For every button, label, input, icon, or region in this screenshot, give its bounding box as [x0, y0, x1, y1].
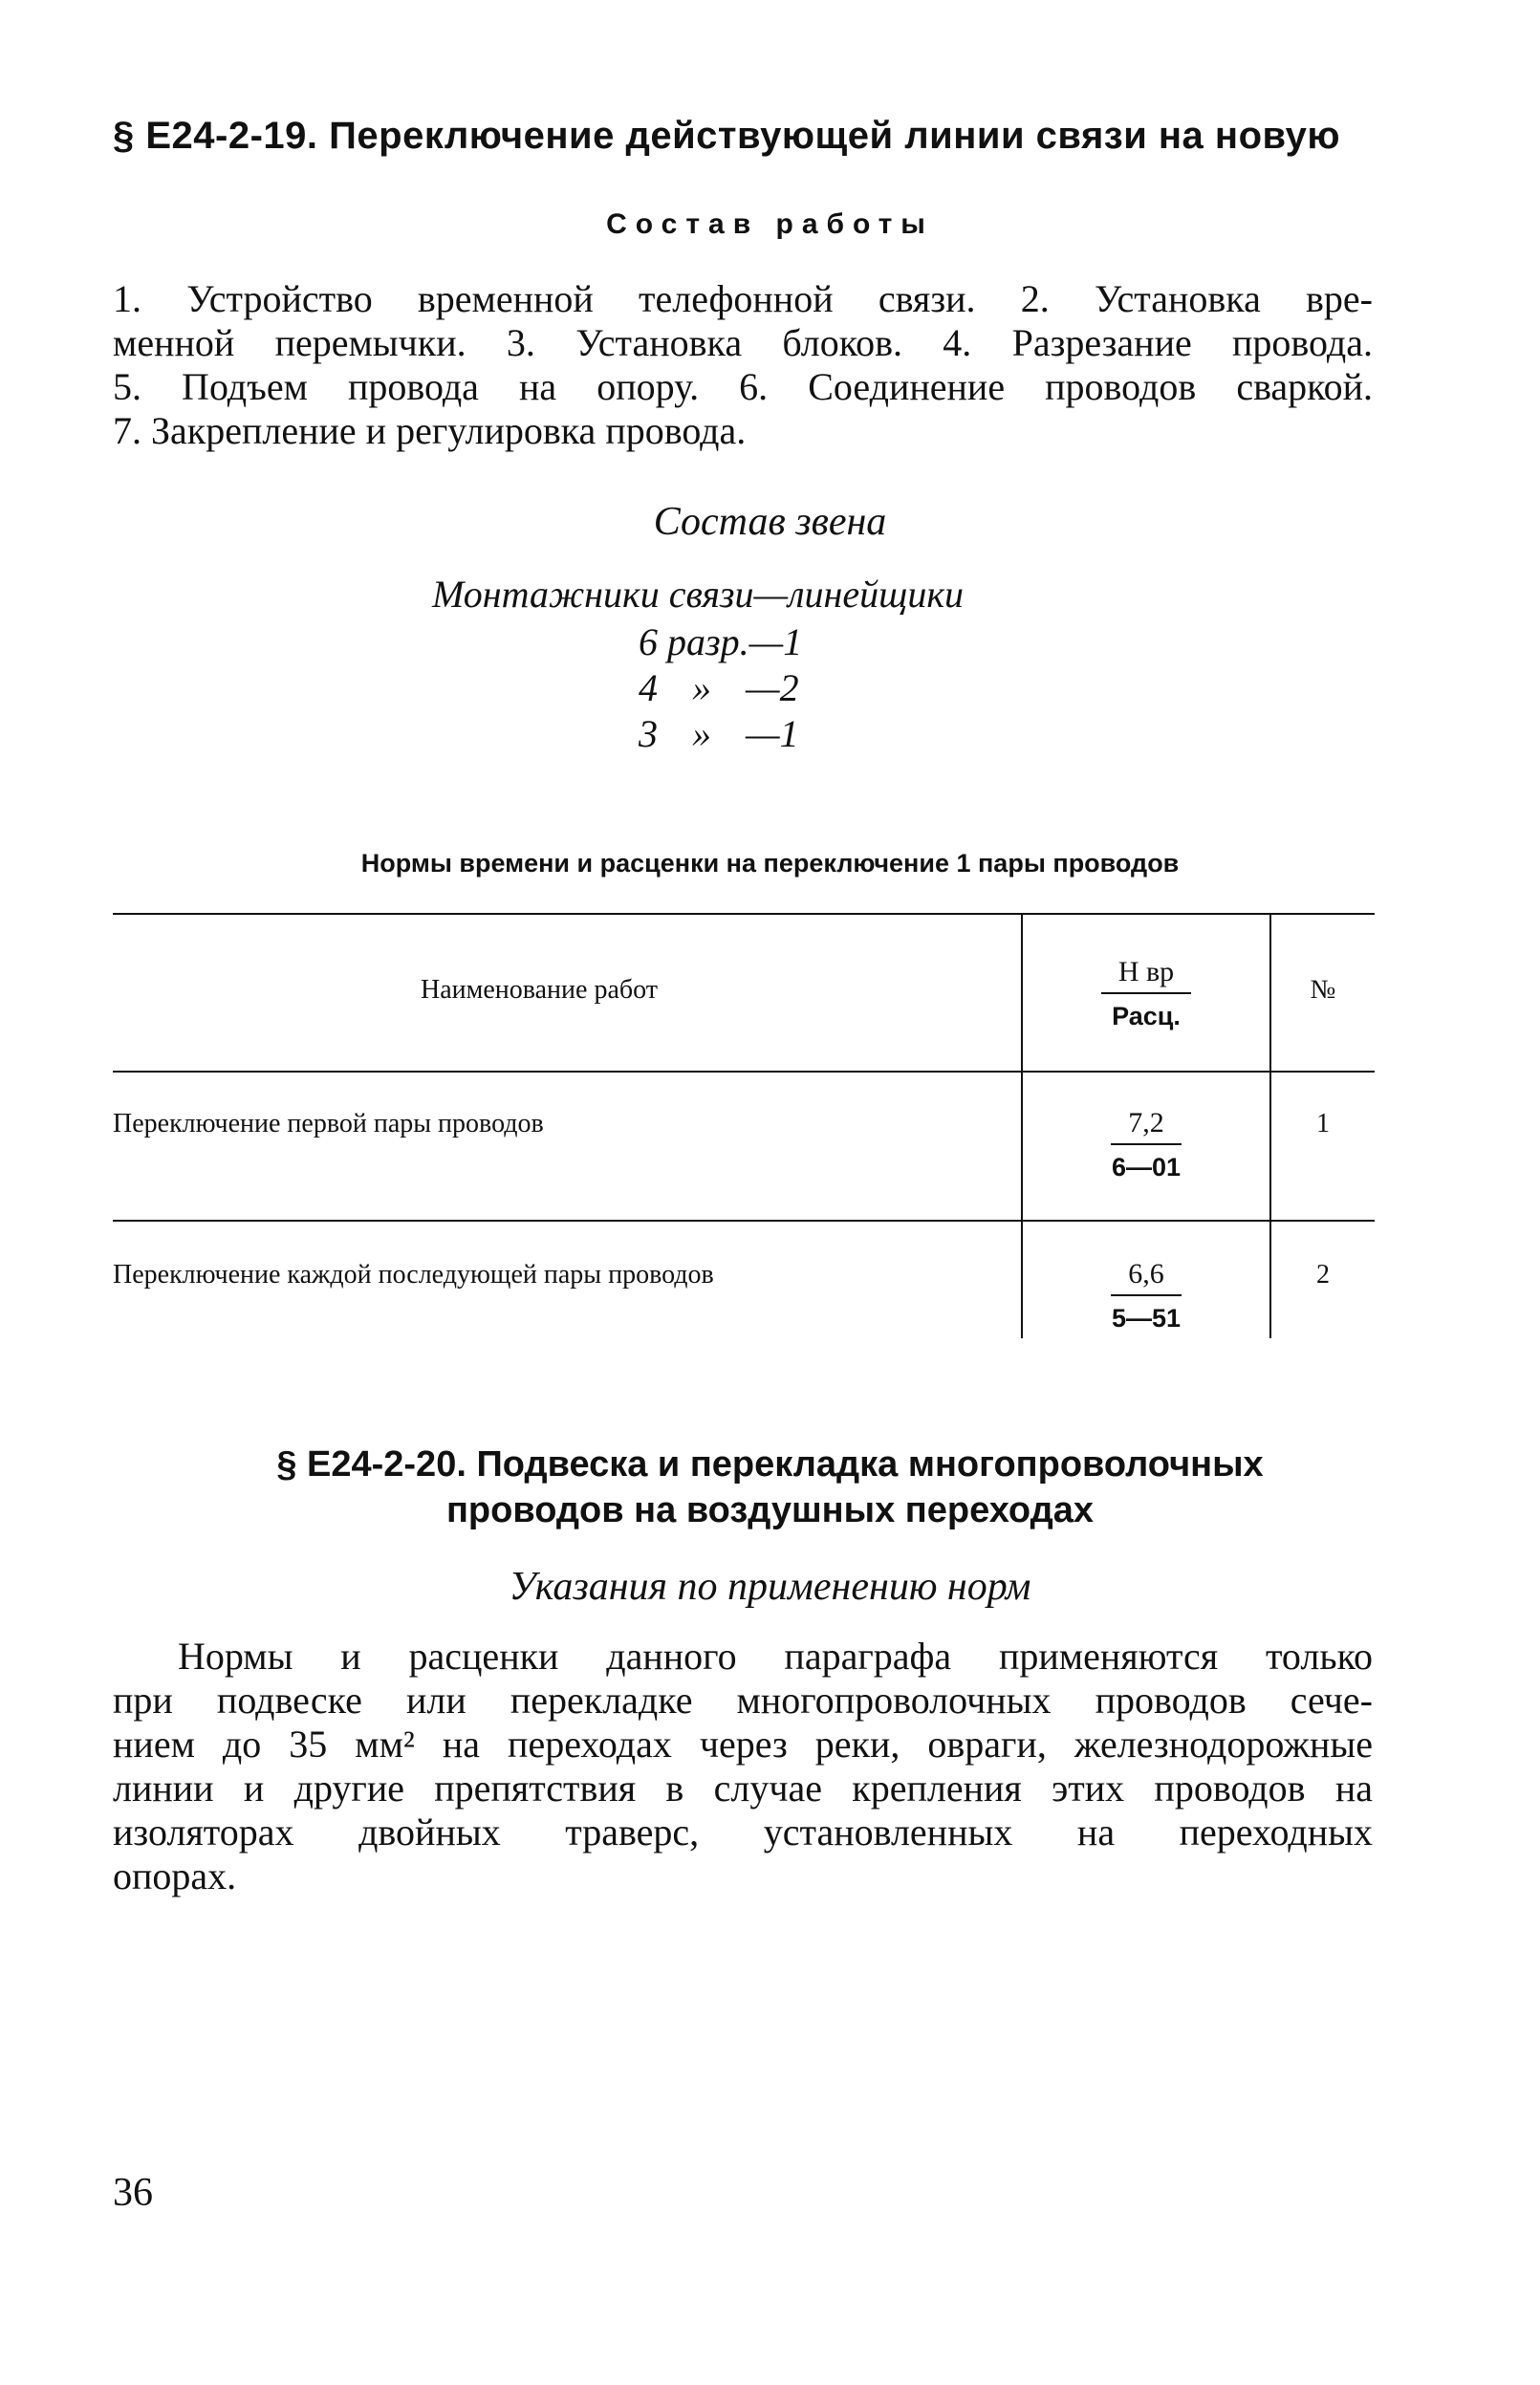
row-rate: 5—51 — [1111, 1304, 1182, 1333]
header-work-name: Наименование работ — [421, 975, 658, 1005]
row-work-name: Переключение первой пары проводов — [113, 1109, 544, 1138]
body-line: Нормы и расценки данного параграфа применяются только — [178, 1635, 1373, 1678]
row-number: 2 — [1316, 1260, 1330, 1290]
crew-sep: — — [748, 620, 784, 663]
crew-count: 2 — [779, 666, 799, 709]
work-line: 5. Подъем провода на опору. 6. Соединение проводов сваркой. — [113, 365, 1373, 408]
row-norm: 7,2 — [1111, 1107, 1182, 1145]
crew-heading: Состав звена — [653, 500, 887, 544]
section-title-line: § Е24-2-20. Подвеска и перекладка многопроволочных — [276, 1444, 1264, 1485]
row-rate: 6—01 — [1111, 1153, 1182, 1182]
row-norm-rate — [1023, 1258, 1269, 1333]
work-line: 7. Закрепление и регулировка провода. — [113, 409, 747, 452]
crew-grade: 6 разр. — [639, 620, 749, 663]
header-norm-rate — [1023, 956, 1269, 1031]
crew-sep: — — [746, 666, 780, 709]
table-rule — [113, 1220, 1375, 1222]
crew-row — [639, 711, 799, 756]
row-norm-rate — [1023, 1107, 1269, 1182]
page-number: 36 — [113, 2171, 153, 2215]
crew-row — [639, 619, 802, 664]
row-number: 1 — [1316, 1109, 1330, 1138]
header-norm: Н вр — [1101, 956, 1191, 994]
table-caption: Нормы времени и расценки на переключение 1 пары проводов — [360, 849, 1180, 878]
crew-title: Монтажники связи—линейщики — [432, 573, 965, 616]
row-norm: 6,6 — [1111, 1258, 1182, 1296]
work-line: менной перемычки. 3. Установка блоков. 4. Разрезание провода. — [113, 321, 1373, 364]
instructions-text — [113, 1635, 1373, 1898]
body-line: нием до 35 мм² на переходах через реки, овраги, железнодорожные — [113, 1723, 1373, 1766]
crew-grade: 3 — [639, 712, 658, 755]
header-rate: Расц. — [1112, 1002, 1181, 1030]
crew-grade: 4 — [639, 666, 658, 709]
section-title-e24-2-20 — [0, 1442, 1540, 1533]
body-line: опорах. — [113, 1854, 237, 1897]
work-line: 1. Устройство временной телефонной связи. 2. Установка вре- — [113, 277, 1373, 320]
work-composition-text — [113, 277, 1373, 453]
crew-ditto: » — [692, 666, 711, 709]
section-title-e24-2-19: § Е24-2-19. Переключение действующей линии связи на новую — [113, 115, 1341, 157]
header-number: № — [1310, 975, 1336, 1005]
table-rule — [113, 1071, 1375, 1073]
crew-count: 1 — [779, 712, 799, 755]
crew-sep: — — [746, 712, 780, 755]
table-rule — [113, 913, 1375, 915]
row-work-name: Переключение каждой последующей пары проводов — [113, 1260, 714, 1290]
crew-count: 1 — [783, 620, 803, 663]
crew-row — [639, 665, 799, 710]
crew-ditto: » — [692, 712, 711, 755]
body-line: при подвеске или перекладке многопроволочных проводов сече- — [113, 1679, 1373, 1722]
body-line: изоляторах двойных траверс, установленных на переходных — [113, 1810, 1373, 1854]
section-title-line: проводов на воздушных переходах — [445, 1490, 1094, 1530]
body-line: линии и другие препятствия в случае крепления этих проводов на — [113, 1767, 1373, 1810]
work-composition-heading: Состав работы — [606, 208, 934, 240]
instructions-heading: Указания по применению норм — [509, 1565, 1031, 1609]
